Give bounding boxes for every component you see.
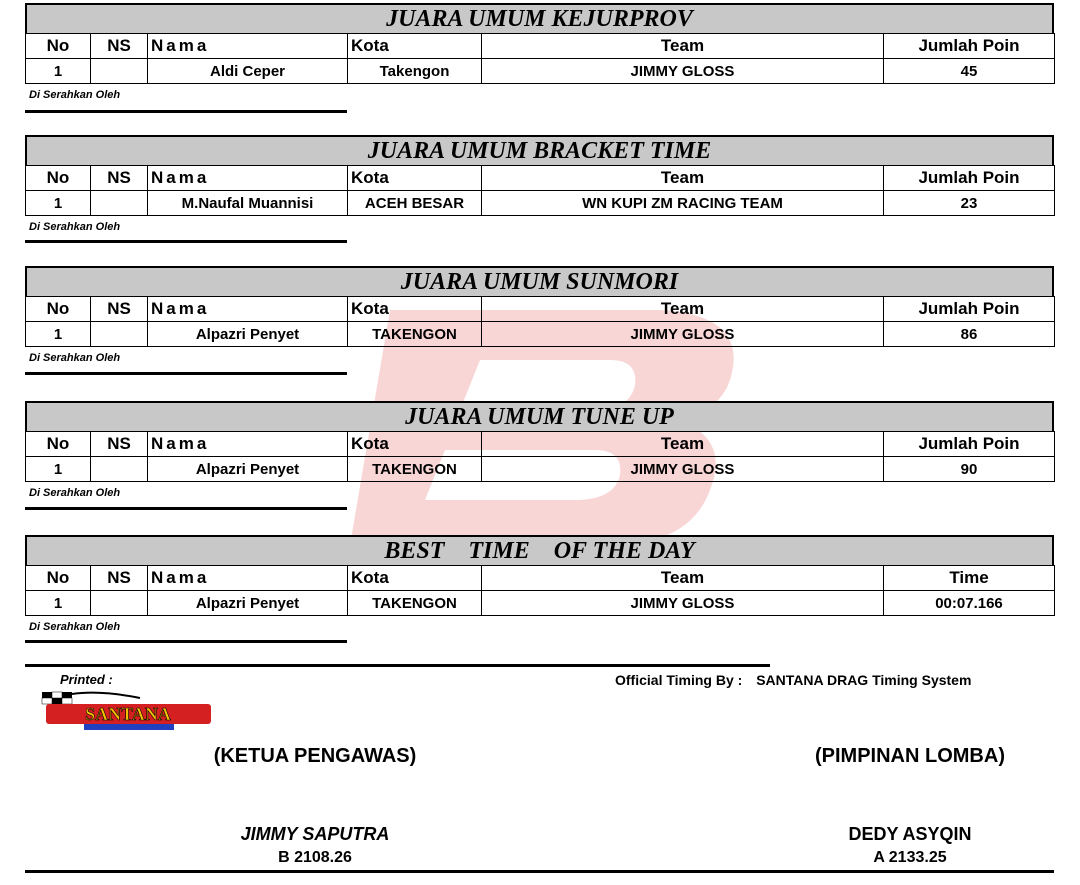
signature-name: JIMMY SAPUTRA <box>240 824 390 844</box>
col-poin: Jumlah Poin <box>884 297 1055 322</box>
col-team: Team <box>482 34 884 59</box>
table-header <box>26 297 1055 322</box>
handover-note: Di Serahkan Oleh <box>29 621 121 633</box>
bottom-divider <box>25 870 1054 873</box>
col-kota: Kota <box>348 166 482 191</box>
signature-right <box>760 745 1060 867</box>
col-kota: Kota <box>348 297 482 322</box>
table-row <box>26 591 1055 616</box>
table-row <box>26 457 1055 482</box>
printed-label: Printed : <box>60 672 113 687</box>
table-header <box>26 166 1055 191</box>
section-sunmori <box>25 266 1054 369</box>
result-table <box>25 165 1055 216</box>
cell-ns <box>91 591 148 616</box>
santana-logo <box>40 690 215 732</box>
table-header <box>26 566 1055 591</box>
col-no: No <box>26 297 91 322</box>
table-header <box>26 432 1055 457</box>
signature-id: B 2108.26 <box>278 849 352 866</box>
col-kota: Kota <box>348 432 482 457</box>
cell-value: 86 <box>884 322 1055 347</box>
handover-note: Di Serahkan Oleh <box>29 89 121 101</box>
handover-note: Di Serahkan Oleh <box>29 352 121 364</box>
col-nama: Nama <box>148 432 348 457</box>
col-poin: Jumlah Poin <box>884 432 1055 457</box>
col-time: Time <box>884 566 1055 591</box>
cell-no: 1 <box>26 457 91 482</box>
col-ns: NS <box>91 166 148 191</box>
cell-ns <box>91 457 148 482</box>
col-nama: Nama <box>148 566 348 591</box>
col-team: Team <box>482 566 884 591</box>
cell-team: JIMMY GLOSS <box>482 59 884 84</box>
signature-id: A 2133.25 <box>873 849 947 866</box>
cell-value: 23 <box>884 191 1055 216</box>
signature-left <box>165 745 465 867</box>
section-kejurprov <box>25 3 1054 106</box>
col-poin: Jumlah Poin <box>884 166 1055 191</box>
svg-text:SANTANA: SANTANA <box>85 704 171 724</box>
col-team: Team <box>482 166 884 191</box>
section-tune-up <box>25 401 1054 504</box>
official-system: SANTANA DRAG Timing System <box>756 672 972 688</box>
col-no: No <box>26 432 91 457</box>
cell-team: JIMMY GLOSS <box>482 591 884 616</box>
cell-nama: Alpazri Penyet <box>148 457 348 482</box>
cell-no: 1 <box>26 59 91 84</box>
col-poin: Jumlah Poin <box>884 34 1055 59</box>
col-team: Team <box>482 432 884 457</box>
cell-team: JIMMY GLOSS <box>482 322 884 347</box>
cell-team: WN KUPI ZM RACING TEAM <box>482 191 884 216</box>
cell-kota: TAKENGON <box>348 457 482 482</box>
signature-role: (PIMPINAN LOMBA) <box>815 745 1005 767</box>
col-no: No <box>26 566 91 591</box>
col-nama: Nama <box>148 34 348 59</box>
signature-role: (KETUA PENGAWAS) <box>213 745 417 767</box>
col-ns: NS <box>91 297 148 322</box>
result-table <box>25 565 1055 616</box>
cell-nama: M.Naufal Muannisi <box>148 191 348 216</box>
handover-note: Di Serahkan Oleh <box>29 221 121 233</box>
col-team: Team <box>482 297 884 322</box>
table-header <box>26 34 1055 59</box>
cell-no: 1 <box>26 191 91 216</box>
cell-ns <box>91 191 148 216</box>
official-label: Official Timing By : <box>615 672 743 688</box>
cell-team: JIMMY GLOSS <box>482 457 884 482</box>
col-nama: Nama <box>148 166 348 191</box>
col-ns: NS <box>91 432 148 457</box>
table-row <box>26 191 1055 216</box>
result-table <box>25 431 1055 482</box>
cell-value: 00:07.166 <box>884 591 1055 616</box>
cell-kota: ACEH BESAR <box>348 191 482 216</box>
section-title: JUARA UMUM TUNE UP <box>25 401 1054 431</box>
divider <box>25 110 347 113</box>
cell-nama: Alpazri Penyet <box>148 591 348 616</box>
cell-kota: TAKENGON <box>348 322 482 347</box>
table-row <box>26 59 1055 84</box>
section-bracket-time <box>25 135 1054 238</box>
col-kota: Kota <box>348 566 482 591</box>
cell-ns <box>91 322 148 347</box>
cell-nama: Alpazri Penyet <box>148 322 348 347</box>
section-title: BEST TIME OF THE DAY <box>25 535 1054 565</box>
section-best-time <box>25 535 1054 638</box>
result-table <box>25 296 1055 347</box>
cell-value: 45 <box>884 59 1055 84</box>
cell-no: 1 <box>26 322 91 347</box>
divider <box>25 240 347 243</box>
cell-value: 90 <box>884 457 1055 482</box>
divider <box>25 372 347 375</box>
col-ns: NS <box>91 34 148 59</box>
result-table <box>25 33 1055 84</box>
col-ns: NS <box>91 566 148 591</box>
table-row <box>26 322 1055 347</box>
footer-divider <box>25 664 770 667</box>
section-title: JUARA UMUM BRACKET TIME <box>25 135 1054 165</box>
section-title: JUARA UMUM SUNMORI <box>25 266 1054 296</box>
col-no: No <box>26 166 91 191</box>
divider <box>25 640 347 643</box>
cell-ns <box>91 59 148 84</box>
cell-nama: Aldi Ceper <box>148 59 348 84</box>
divider <box>25 507 347 510</box>
cell-kota: TAKENGON <box>348 591 482 616</box>
signature-name: DEDY ASYQIN <box>848 824 972 844</box>
col-no: No <box>26 34 91 59</box>
handover-note: Di Serahkan Oleh <box>29 487 121 499</box>
section-title: JUARA UMUM KEJURPROV <box>25 3 1054 33</box>
col-kota: Kota <box>348 34 482 59</box>
official-timing <box>615 672 971 688</box>
cell-no: 1 <box>26 591 91 616</box>
col-nama: Nama <box>148 297 348 322</box>
cell-kota: Takengon <box>348 59 482 84</box>
